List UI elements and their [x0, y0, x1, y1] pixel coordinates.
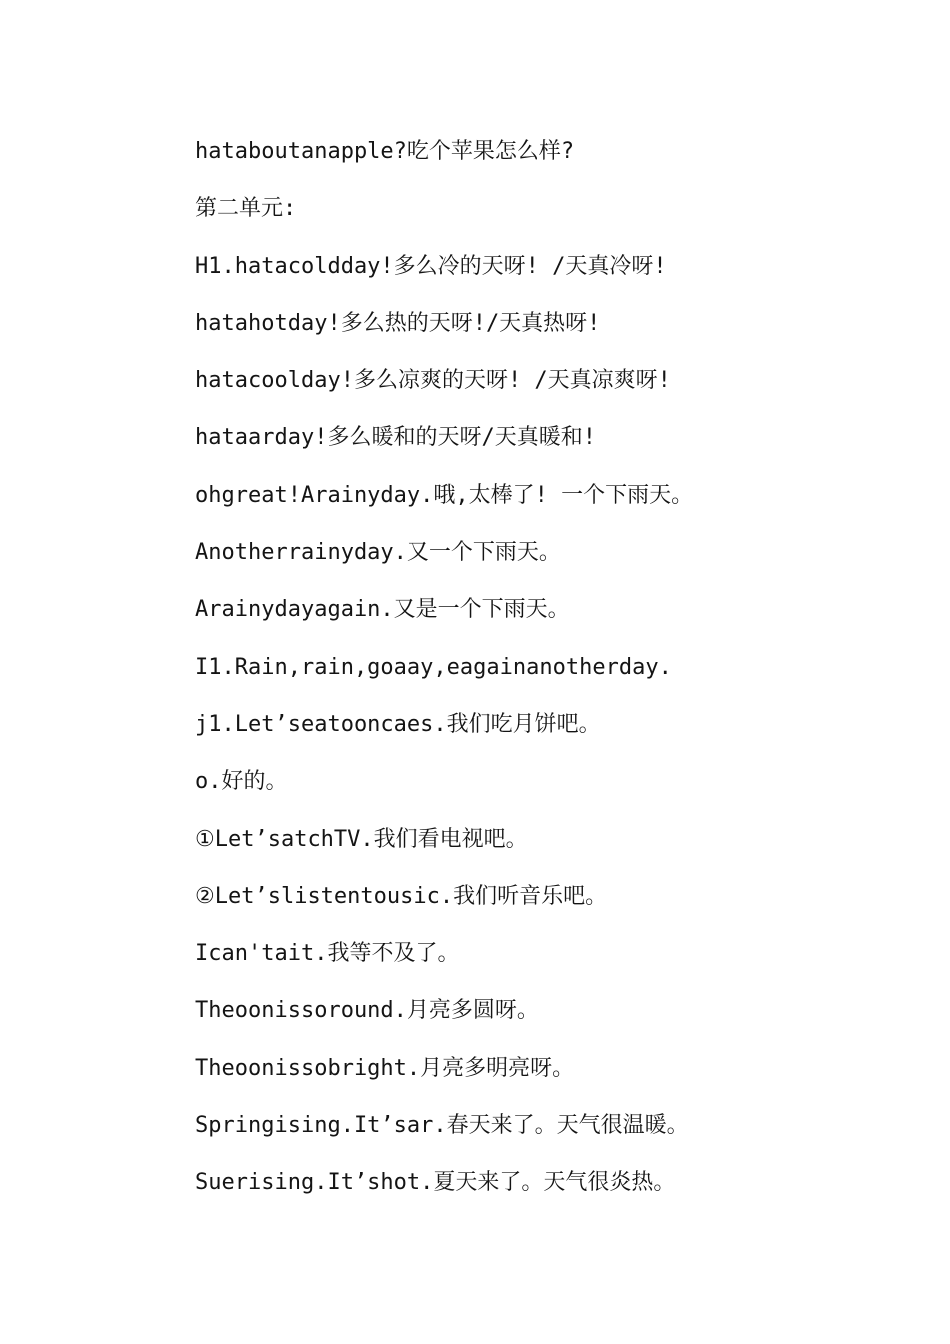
text-line: ohgreat!Arainyday.哦,太棒了! 一个下雨天。: [195, 482, 694, 508]
text-line: hatahotday!多么热的天呀!/天真热呀!: [195, 310, 601, 336]
text-line: Ican'tait.我等不及了。: [195, 941, 460, 967]
text-line: ①Let’satchTV.我们看电视吧。: [195, 826, 528, 852]
text-line: Theoonissoround.月亮多圆呀。: [195, 998, 539, 1024]
text-lines: [195, 132, 915, 1221]
text-line: Theoonissobright.月亮多明亮呀。: [195, 1055, 575, 1081]
text-line: o.好的。: [195, 769, 288, 795]
text-line: Suerising.It’shot.夏天来了。天气很炎热。: [195, 1170, 676, 1196]
text-line: ②Let’slistentousic.我们听音乐吧。: [195, 883, 608, 909]
text-line: H1.hatacoldday!多么冷的天呀! /天真冷呀!: [195, 253, 667, 279]
section-heading: 第二单元:: [195, 196, 297, 222]
text-line: I1.Rain,rain,goaay,eagainanotherday.: [195, 654, 672, 680]
text-line: hataarday!多么暖和的天呀/天真暖和!: [195, 425, 596, 451]
text-line: Arainydayagain.又是一个下雨天。: [195, 597, 570, 623]
text-line: j1.Let’seatooncaes.我们吃月饼吧。: [195, 711, 601, 737]
text-line: Springising.It’sar.春天来了。天气很温暖。: [195, 1113, 689, 1139]
text-line: hatacoolday!多么凉爽的天呀! /天真凉爽呀!: [195, 368, 671, 394]
text-line: Anotherrainyday.又一个下雨天。: [195, 540, 561, 566]
text-line: hataboutanapple?吃个苹果怎么样?: [195, 139, 575, 164]
